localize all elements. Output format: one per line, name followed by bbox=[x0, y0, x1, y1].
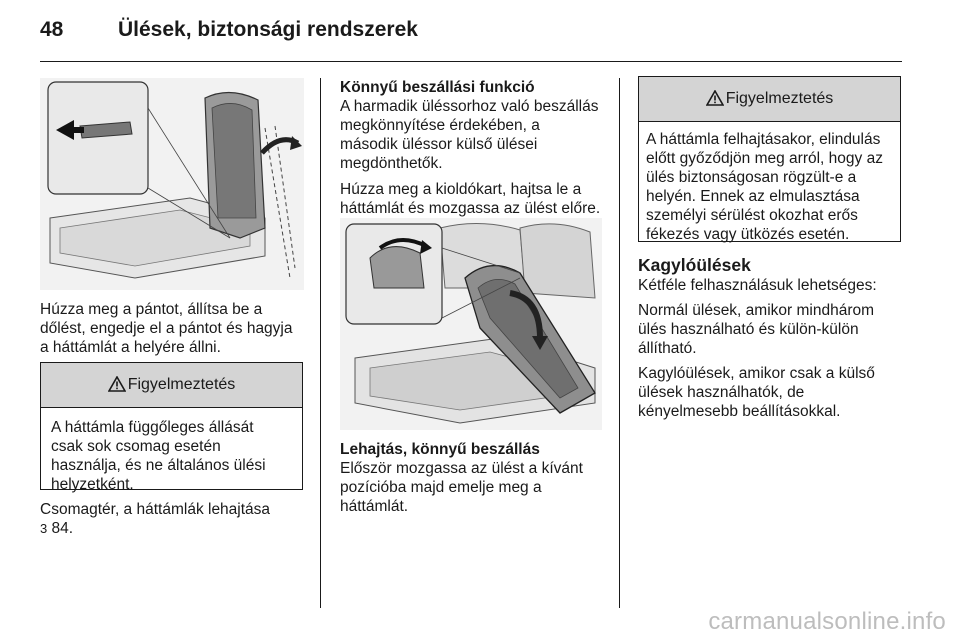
paragraph-line: Kagylóülések, amikor csak a külső bbox=[638, 365, 875, 382]
warning-line: A háttámla felhajtásakor, elindulás bbox=[646, 131, 881, 148]
warning-header bbox=[41, 363, 302, 408]
warning-line: helyzetként. bbox=[51, 476, 134, 493]
paragraph-line: második üléssor külső ülései bbox=[340, 136, 538, 153]
caption-line: a háttámlát a helyére állni. bbox=[40, 339, 221, 356]
warning-line: csak sok csomag esetén bbox=[51, 438, 221, 455]
left-caption bbox=[40, 300, 315, 357]
paragraph-line: állítható. bbox=[638, 340, 697, 357]
warning-title: Figyelmeztetés bbox=[725, 90, 834, 107]
section-title-bucket-seats: Kagylóülések bbox=[638, 255, 751, 275]
warning-title: Figyelmeztetés bbox=[127, 376, 236, 393]
warning-line: használja, és ne általános ülési bbox=[51, 457, 266, 474]
warning-line: fékezés vagy ütközés esetén. bbox=[646, 226, 850, 243]
xref-text: Csomagtér, a háttámlák lehajtása bbox=[40, 501, 271, 518]
left-xref bbox=[40, 500, 315, 538]
xref-arrow-icon: 3 bbox=[40, 521, 48, 536]
warning-triangle-icon bbox=[706, 80, 724, 124]
right-text bbox=[638, 254, 903, 421]
middle-bottom-text bbox=[340, 440, 615, 516]
warning-line: előtt győződjön meg arról, hogy az bbox=[646, 150, 883, 167]
paragraph-line: megkönnyítése érdekében, a bbox=[340, 117, 540, 134]
warning-box-left bbox=[40, 362, 303, 493]
column-divider-right bbox=[619, 78, 620, 608]
paragraph-line: ülés használható és külön-külön bbox=[638, 321, 859, 338]
warning-line: A háttámla függőleges állását bbox=[51, 419, 254, 436]
header-rule bbox=[40, 61, 902, 62]
section-title-easy-entry: Könnyű beszállási funkció bbox=[340, 79, 535, 96]
paragraph-line: Először mozgassa az ülést a kívánt bbox=[340, 460, 583, 477]
paragraph-line: pozícióba majd emelje meg a bbox=[340, 479, 542, 496]
middle-top-text bbox=[340, 78, 615, 218]
warning-line: helyén. Ennek az elmulasztása bbox=[646, 188, 860, 205]
easy-entry-illustration bbox=[340, 218, 602, 430]
subsection-title: Lehajtás, könnyű beszállás bbox=[340, 441, 540, 458]
paragraph-line: háttámlát és mozgassa az ülést előre. bbox=[340, 200, 601, 217]
warning-body bbox=[41, 408, 302, 504]
warning-header bbox=[639, 77, 900, 122]
paragraph-line: A harmadik üléssorhoz való beszállás bbox=[340, 98, 599, 115]
paragraph-line: háttámlát. bbox=[340, 498, 409, 515]
watermark: carmanualsonline.info bbox=[708, 608, 946, 635]
paragraph-line: kényelmesebb beállításokkal. bbox=[638, 403, 841, 420]
page-header bbox=[40, 14, 902, 54]
page-title: Ülések, biztonsági rendszerek bbox=[118, 18, 418, 41]
warning-line: személyi sérülést okozhat erős bbox=[646, 207, 858, 224]
caption-line: dőlést, engedje el a pántot és hagyja bbox=[40, 320, 293, 337]
paragraph-line: megdönthetők. bbox=[340, 155, 443, 172]
column-divider-left bbox=[320, 78, 321, 608]
warning-box-right bbox=[638, 76, 901, 242]
paragraph-line: ülések használhatók, de bbox=[638, 384, 805, 401]
paragraph-line: Kétféle felhasználásuk lehetséges: bbox=[638, 277, 877, 294]
warning-triangle-icon bbox=[108, 366, 126, 410]
caption-line: Húzza meg a pántot, állítsa be a bbox=[40, 301, 263, 318]
paragraph-line: Húzza meg a kioldókart, hajtsa le a bbox=[340, 181, 582, 198]
page-number: 48 bbox=[40, 18, 64, 41]
warning-line: ülés biztonságosan rögzült-e a bbox=[646, 169, 857, 186]
seat-strap-illustration bbox=[40, 78, 304, 290]
xref-page-link[interactable]: 84. bbox=[47, 520, 74, 537]
warning-body bbox=[639, 122, 900, 252]
paragraph-line: Normál ülések, amikor mindhárom bbox=[638, 302, 875, 319]
